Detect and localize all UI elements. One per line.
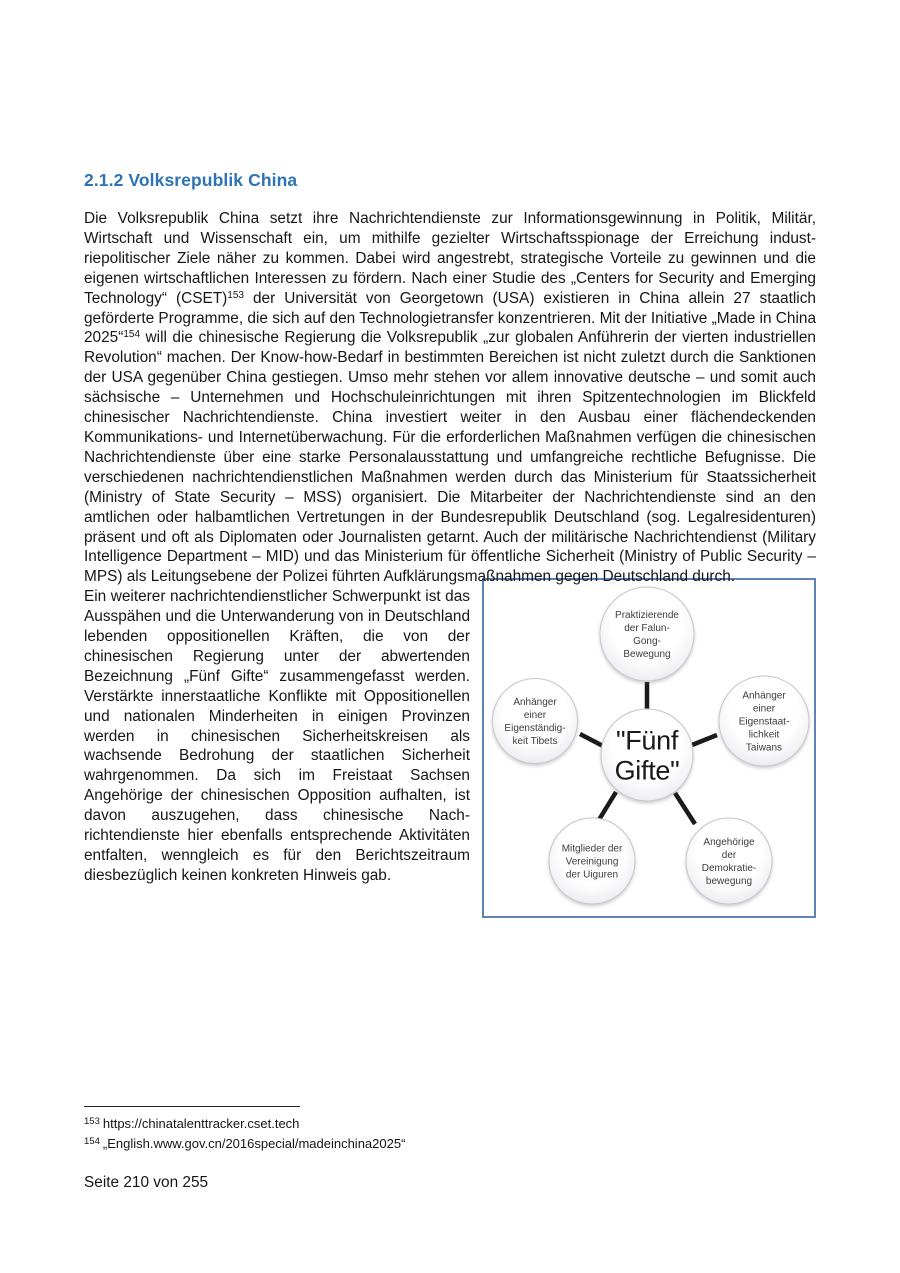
node-tibet-circle [493, 679, 578, 764]
node-taiwan-label: Anhänger einer Eigenstaat-lichkeit Taiwans [738, 690, 790, 754]
node-tibet-label: Anhänger einer Eigenständig-keit Tibets [504, 697, 566, 748]
footnote-154-text: „English.www.gov.cn/2016special/madeinchina2025“ [102, 1136, 406, 1151]
footnote-153 [84, 1114, 816, 1134]
footnote-154 [84, 1134, 816, 1154]
footnote-153-text[interactable]: https://chinatalenttracker.cset.tech [102, 1116, 300, 1131]
connector-line-4 [675, 793, 695, 824]
footnote-153-marker: 153 [84, 1116, 100, 1127]
paragraph-five-poisons: Ein weiterer nachrichtendienstlicher Schwerpunkt ist das Ausspähen und die Unterwanderung von in Deutschland lebenden oppositionellen Kräften, die von der chinesischen Regierung unter der abwertenden Bezeichnung „Fünf Gifte“ zusammengefasst werden. Verstärkte innerstaatliche Konflikte mit Oppositionellen und nationalen Minderheiten in einigen Provinzen werden in chinesischen Sicherheitskreisen als wachsende Bedrohung der staatlichen Sicherheit wahrgenommen. Da sich im Freistaat Sachsen Angehörige der chinesischen Opposition aufhalten, ist davon auszugehen, dass chinesische Nachrichtendienste hier ebenfalls entsprechende Aktivitäten entfalten, wenngleich es für den Berichtszeitraum diesbezüglich keinen konkreten Hinweis gab. [84, 588, 470, 884]
footnote-154-marker: 154 [84, 1136, 100, 1147]
paragraph-figure-block [84, 587, 816, 886]
page-number: Seite 210 von 255 [84, 1174, 209, 1191]
node-uiguren-label: Mitglieder der Vereinigung der Uiguren [561, 843, 623, 881]
main-content [84, 170, 816, 922]
five-poisons-center-label: "Fünf Gifte" [614, 725, 680, 786]
footnote-ref-153[interactable]: 153 [227, 289, 244, 301]
node-falun-gong-label: Praktizierende der Falun-Gong-Bewegung [615, 610, 679, 661]
five-poisons-figure [482, 578, 816, 918]
section-heading: 2.1.2 Volksrepublik China [84, 170, 298, 190]
footnote-separator [84, 1106, 300, 1107]
connector-line-1 [580, 734, 603, 746]
node-demokratie-circle [686, 818, 772, 904]
footnotes-section [84, 1106, 816, 1154]
five-poisons-diagram [484, 580, 814, 916]
connector-line-2 [692, 735, 717, 745]
footnote-ref-154[interactable]: 154 [123, 329, 141, 341]
node-falun-gong-circle [600, 587, 694, 681]
node-demokratie-label: Angehörige der Demokratie-bewegung [701, 837, 757, 888]
paragraph-intro: Die Volksrepublik China setzt ihre Nachrichtendienste zur Informationsgewinnung in Politik, Militär, Wirtschaft und Wissenschaft ein, um mithilfe gezielter Wirtschaftsspionage der Erreichung industriepolitischer Ziele näher zu kommen. Dabei wird angestrebt, strategische Vorteile zu gewinnen und die eigenen wirtschaftlichen Interessen zu fördern. Nach einer Studie des „Centers for Security and Emerging Technology“ (CSET)$^{153}$ der Universität von Georgetown (USA) existieren in China allein 27 staatlich geförderte Programme, die sich auf den Technologietransfer konzentrieren. Mit der Initiative „Made in China 2025“$^{154}$ will die chinesische Regierung die Volksrepublik „zur globalen Anführerin der vierten industriellen Revolution“ machen. Der Know-how-Bedarf in bestimmten Bereichen ist nicht zuletzt durch die Sanktionen der USA gegenüber China gestiegen. Umso mehr stehen vor allem innovative deutsche – und somit auch sächsische – Unternehmen und Hochschuleinrichtungen mit ihren Spitzentechnologien im Blickfeld chinesischer Nachrichtendienste. China investiert weiter in den Ausbau einer flächendeckenden Kommunikations- und Internetüberwachung. Für die erforderlichen Maßnahmen verfügen die chinesischen Nachrichtendienste über eine starke Personalausstattung und umfangreiche rechtliche Befugnisse. Die verschiedenen nachrichtendienstlichen Maßnahmen werden durch das Ministerium für Staatssicherheit (Ministry of State Security – MSS) organisiert. Die Mitarbeiter der Nachrichtendienste sind an den amtlichen oder halbamtlichen Vertretungen in der Bundesrepublik Deutschland (sog. Legalresidenturen) präsent und oft als Diplomaten oder Journalisten getarnt. Auch der militärische Nachrichtendienst (Military Intelligence Department – MID) und das Ministerium für öffentliche Sicherheit (Ministry of Public Security – MPS) als Leitungsebene der Polizei führten Aufklärungsmaßnahmen gegen Deutschland durch. [84, 210, 817, 586]
